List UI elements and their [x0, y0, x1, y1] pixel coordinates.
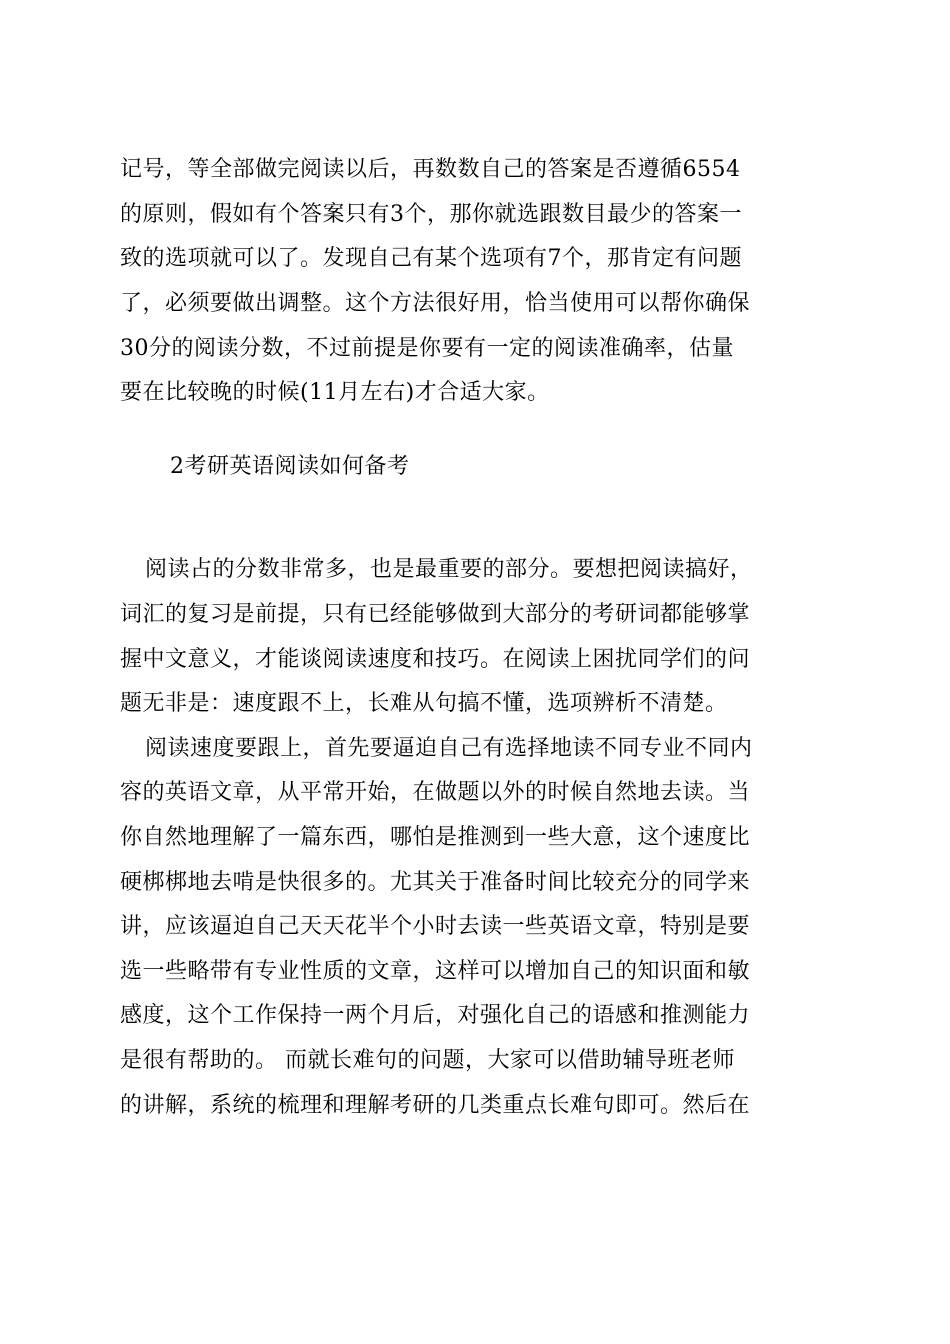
text-line: 阅读速度要跟上，首先要逼迫自己有选择地读不同专业不同内: [145, 736, 753, 761]
text-line: 阅读占的分数非常多，也是最重要的部分。要想把阅读搞好，: [145, 557, 753, 582]
text-line: 题无非是：速度跟不上，长难从句搞不懂，选项辨析不清楚。: [120, 691, 728, 716]
text-line: 感度，这个工作保持一两个月后，对强化自己的语感和推测能力: [120, 1003, 751, 1028]
text-line: 要在比较晚的时候(11月左右)才合适大家。: [120, 380, 550, 405]
text-line: 容的英语文章，从平常开始，在做题以外的时候自然地去读。当: [120, 780, 751, 805]
text-line: 记号，等全部做完阅读以后，再数数自己的答案是否遵循6554: [120, 157, 741, 182]
text-line: 是很有帮助的。 而就长难句的问题，大家可以借助辅导班老师: [120, 1048, 735, 1073]
section-heading: 2考研英语阅读如何备考: [170, 454, 410, 479]
text-line: 了，必须要做出调整。这个方法很好用，恰当使用可以帮你确保: [120, 291, 751, 316]
text-line: 你自然地理解了一篇东西，哪怕是推测到一些大意，这个速度比: [120, 825, 751, 850]
text-line: 的原则，假如有个答案只有3个，那你就选跟数目最少的答案一: [120, 202, 742, 227]
text-line: 致的选项就可以了。发现自己有某个选项有7个，那肯定有问题: [120, 246, 742, 271]
text-line: 的讲解，系统的梳理和理解考研的几类重点长难句即可。然后在: [120, 1093, 751, 1118]
text-line: 词汇的复习是前提，只有已经能够做到大部分的考研词都能够掌: [120, 602, 751, 627]
text-line: 讲，应该逼迫自己天天花半个小时去读一些英语文章，特别是要: [120, 914, 751, 939]
text-line: 30分的阅读分数，不过前提是你要有一定的阅读准确率，估量: [120, 336, 734, 361]
text-line: 握中文意义，才能谈阅读速度和技巧。在阅读上困扰同学们的问: [120, 647, 751, 672]
text-line: 硬梆梆地去啃是快很多的。尤其关于准备时间比较充分的同学来: [120, 870, 751, 895]
text-line: 选一些略带有专业性质的文章，这样可以增加自己的知识面和敏: [120, 959, 751, 984]
